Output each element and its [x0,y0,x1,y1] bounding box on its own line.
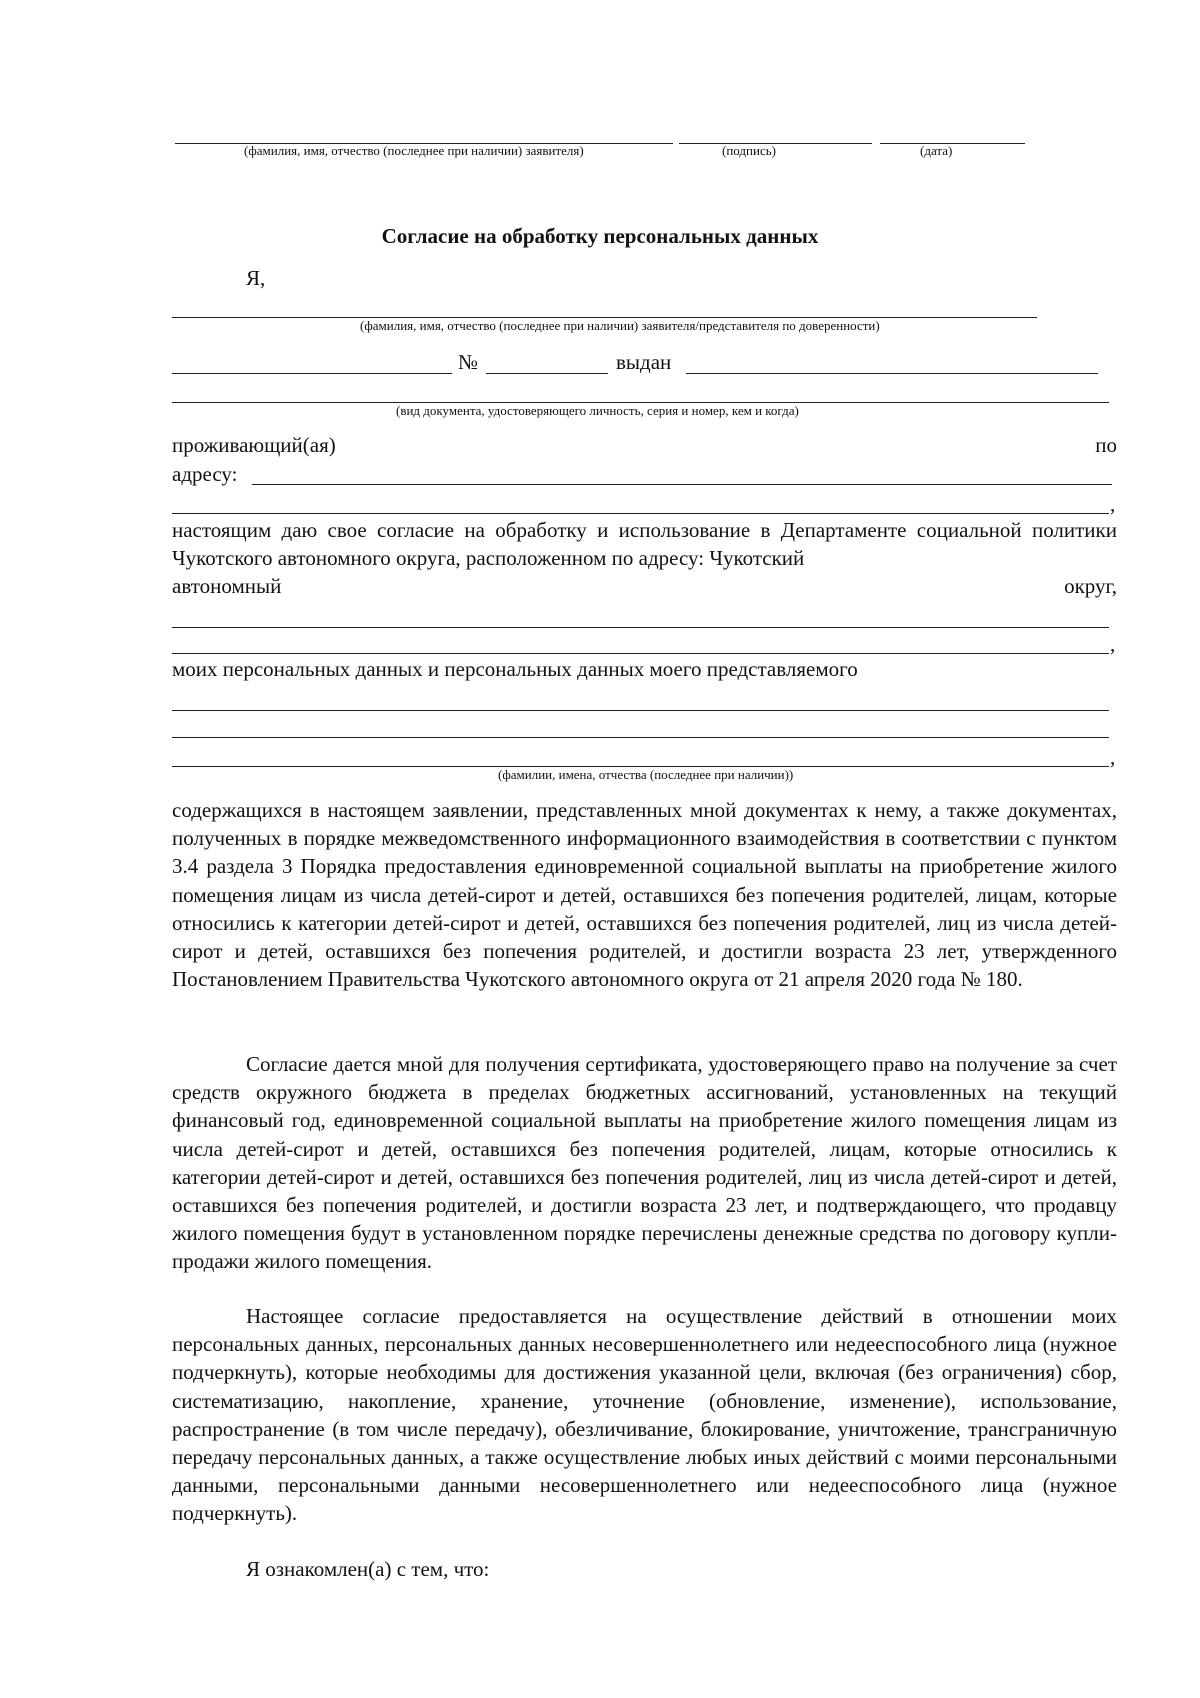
represented-line-1 [172,710,1109,711]
document-title: Согласие на обработку персональных данных [381,224,819,248]
paragraph-data-sources: содержащихся в настоящем заявлении, представленных мной документах к нему, а также документах, полученных в порядке межведомственного информационного взаимодействия в соответствии с пунктом 3.4 раздела 3 Порядка предоставления единовременной социальной выплаты на приобретение жилого помещения лицам из числа детей-сирот и детей, оставшихся без попечения родителей, лицам, которые относились к категории детей-сирот и детей, оставшихся без попечения родителей, лиц из числа детей-сирот и детей, оставшихся без попечения родителей, и достигли возраста 23 лет, утвержденного Постановлением Правительства Чукотского автономного округа от 21 апреля 2020 года № 180. [172,798,1117,992]
number-label: № [458,350,479,374]
residing-row [172,431,1117,459]
caption-applicant: (фамилия, имя, отчество (последнее при наличии) заявителя) [244,143,584,158]
caption-names: (фамилии, имена, отчества (последнее при наличии)) [498,767,794,782]
consent-intro-last [172,572,1117,600]
paragraph-actions: Настоящее согласие предоставляется на осуществление действий в отношении моих персональных данных, персональных данных несовершеннолетнего или недееспособного лица (нужное подчеркнуть), которые необходимы для достижения указанной цели, включая (без ограничения) сбор, систематизацию, накопление, хранение, уточнение (обновление, изменение), использование, распространение (в том числе передачу), обезличивание, блокирование, уничтожение, трансграничную передачу персональных данных, а также осуществление любых иных действий с моими персональными данными, персональными данными несовершеннолетнего или недееспособного лица (нужное подчеркнуть). [172,1304,1117,1526]
address-label: адресу: [172,462,238,486]
address-line-1 [252,484,1112,485]
date-line [880,143,1025,144]
doc-number-line [486,373,608,374]
doc-type-line [172,373,452,374]
my-data-label: моих персональных данных и персональных данных моего представляемого [172,657,858,681]
caption-document: (вид документа, удостоверяющего личность, серия и номер, кем и когда) [396,403,799,418]
issued-label: выдан [616,350,672,374]
consent-intro-last-left: автономный [172,574,282,598]
represented-line-2 [172,737,1109,738]
dept-address-comma: , [1110,632,1116,656]
dept-address-line-2 [172,653,1109,654]
consent-intro-last-right: округ, [1064,574,1117,598]
caption-fio: (фамилия, имя, отчество (последнее при наличии) заявителя/представителя по доверенности) [360,318,880,333]
paragraph-purpose: Согласие дается мной для получения сертификата, удостоверяющего право на получение за счет средств окружного бюджета в пределах бюджетных ассигнований, установленных на текущий финансовый год, единовременной социальной выплаты на приобретение жилого помещения лицам из числа детей-сирот и детей, оставшихся без попечения родителей, лицам, которые относились к категории детей-сирот и детей, оставшихся без попечения родителей, лиц из числа детей-сирот и детей, оставшихся без попечения родителей, и достигли возраста 23 лет, и подтверждающего, что продавцу жилого помещения будут в установленном порядке перечислены денежные средства по договору купли-продажи жилого помещения. [172,1052,1117,1274]
residing-label: проживающий(ая) [172,433,336,457]
paragraph-acknowledgement: Я ознакомлен(а) с тем, что: [246,1557,490,1581]
caption-date: (дата) [920,143,953,158]
caption-signature: (подпись) [722,143,776,158]
address-line-2 [172,513,1109,514]
issued-by-line [686,373,1098,374]
residing-po: по [1095,433,1117,457]
consent-intro: настоящим даю свое согласие на обработку и использование в Департаменте социальной политики Чукотского автономного округа, расположенном по адресу: Чукотский [172,518,1117,571]
dept-address-line-1 [172,627,1109,628]
address-comma: , [1110,492,1116,516]
represented-comma: , [1110,745,1116,769]
i-label: Я, [246,266,266,290]
